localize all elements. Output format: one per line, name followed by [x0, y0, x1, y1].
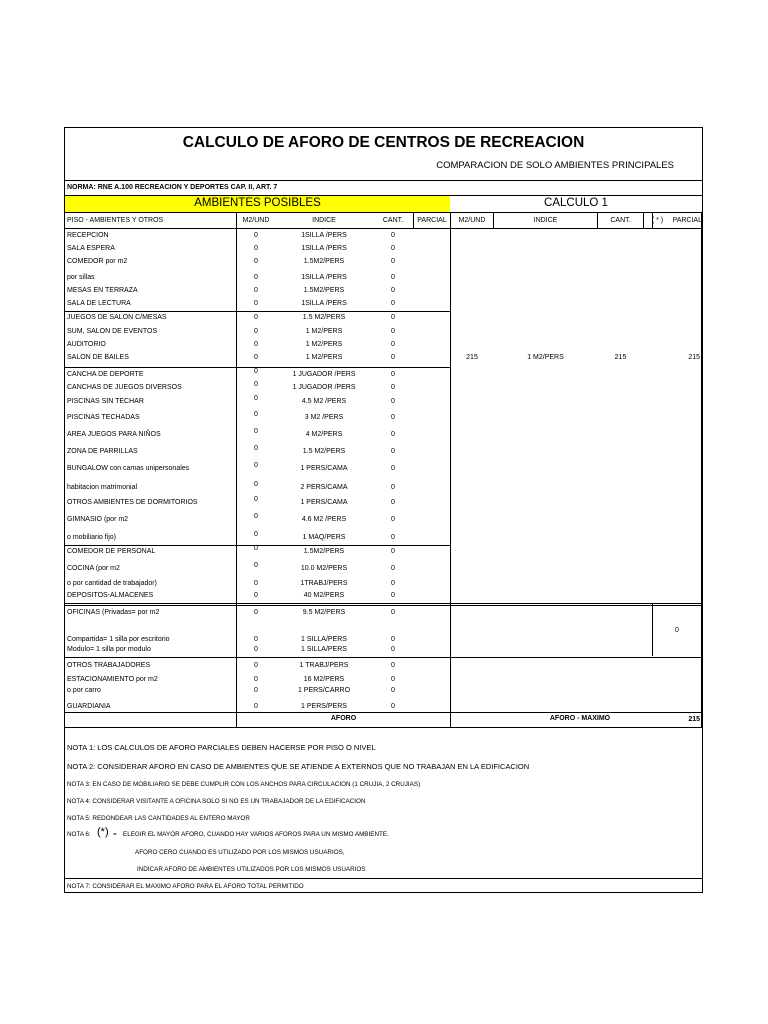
row-indice: 1TRABJ/PERS: [300, 580, 348, 587]
row-m2und: 0: [254, 445, 258, 452]
row-ambiente: CANCHA DE DEPORTE: [67, 371, 144, 378]
row-indice: 1 PERS/PERS: [301, 703, 347, 710]
row-m2und: 0: [254, 481, 258, 488]
row-m2und: 0: [254, 636, 258, 643]
col-cant-header: CANT.: [382, 217, 404, 224]
row-ambiente: Modulo= 1 silla por modulo: [67, 646, 151, 653]
note-1: NOTA 1: LOS CALCULOS DE AFORO PARCIALES DEBEN HACERSE POR PISO O NIVEL: [67, 743, 376, 752]
row-m2und: 0: [254, 513, 258, 520]
aforo-maximo-value: 215: [688, 716, 700, 723]
row-calc-m2und: 215: [466, 354, 478, 361]
page-title: CALCULO DE AFORO DE CENTROS DE RECREACION: [182, 134, 585, 151]
row-cant: 0: [391, 676, 395, 683]
calc-indice-header: INDICE: [533, 217, 558, 224]
row-cant: 0: [391, 534, 395, 541]
row-m2und: 0: [254, 646, 258, 653]
divider: [65, 180, 702, 181]
row-m2und: 0: [254, 328, 258, 335]
row-cant: 0: [391, 431, 395, 438]
row-ambiente: MESAS EN TERRAZA: [67, 287, 138, 294]
row-indice: 1SILLA /PERS: [301, 300, 347, 307]
row-cant: 0: [391, 258, 395, 265]
grid-line: [597, 212, 598, 228]
col-m2und-header: M2/UND: [242, 217, 270, 224]
row-cant: 0: [391, 314, 395, 321]
row-ambiente: OTROS TRABAJADORES: [67, 662, 151, 669]
note-2: NOTA 2: CONSIDERAR AFORO EN CASO DE AMBIENTES QUE SE ATIENDE A EXTERNOS QUE NO TRABAJAN EN LA EDIFICACION: [67, 762, 530, 771]
group-divider: [65, 727, 702, 728]
note-3: NOTA 3: EN CASO DE MOBILIARIO SE DEBE CUMPLIR CON LOS ANCHOS PARA CIRCULACION (1 CRUJIA, 2 CRUJIAS): [67, 781, 421, 788]
row-indice: 1.5M2/PERS: [303, 258, 345, 265]
note-5: NOTA 5: REDONDEAR LAS CANTIDADES AL ENTERO MAYOR: [67, 815, 250, 822]
note-6-equals: =: [113, 831, 117, 838]
row-indice: 1 JUGADOR /PERS: [292, 371, 356, 378]
row-cant: 0: [391, 232, 395, 239]
row-cant: 0: [391, 465, 395, 472]
row-m2und: 0: [254, 381, 258, 388]
row-indice: 10.0 M2/PERS: [300, 565, 348, 572]
row-m2und: 0: [254, 562, 258, 569]
row-m2und: 0: [254, 274, 258, 281]
note-7: NOTA 7: CONSIDERAR EL MAXIMO AFORO PARA EL AFORO TOTAL PERMITIDO: [67, 883, 304, 890]
row-m2und: 0: [254, 428, 258, 435]
calc-cant-header: CANT.: [610, 217, 631, 224]
row-ambiente: SUM, SALON DE EVENTOS: [67, 328, 158, 335]
row-m2und: 0: [254, 232, 258, 239]
row-ambiente: Compartida= 1 silla por escritorio: [67, 636, 170, 643]
row-m2und: 0: [254, 258, 258, 265]
row-cant: 0: [391, 580, 395, 587]
row-ambiente: RECEPCION: [67, 232, 109, 239]
row-indice: 16 M2/PERS: [303, 676, 345, 683]
row-indice: 2 PERS/CAMA: [300, 484, 348, 491]
row-ambiente: SALA DE LECTURA: [67, 300, 131, 307]
row-cant: 0: [391, 516, 395, 523]
note-6-text: ELEGIR EL MAYOR AFORO, CUANDO HAY VARIOS AFOROS PARA UN MISMO AMBIENTE.: [123, 831, 389, 838]
row-indice: 1 PERS/CARRO: [297, 687, 351, 694]
row-indice: 9.5 M2/PERS: [302, 609, 346, 616]
row-indice: 1 SILLA/PERS: [301, 646, 347, 653]
row-ambiente: PISCINAS TECHADAS: [67, 414, 140, 421]
row-indice: 1SILLA /PERS: [301, 232, 347, 239]
row-m2und: 0: [254, 287, 258, 294]
row-ambiente: ESTACIONAMIENTO por m2: [67, 676, 158, 683]
row-indice: 4.5 M2 /PERS: [301, 398, 347, 405]
grid-line: [413, 212, 414, 228]
oficinas-parcial-value: 0: [675, 627, 679, 634]
row-m2und: 0: [254, 341, 258, 348]
note-6-line-3: INDICAR AFORO DE AMBIENTES UTILIZADOS POR LOS MISMOS USUARIOS: [137, 866, 366, 873]
row-cant: 0: [391, 499, 395, 506]
group-divider: [65, 712, 702, 713]
row-m2und: 0: [254, 545, 258, 552]
row-m2und: 0: [254, 300, 258, 307]
row-indice: 1 TRABJ/PERS: [299, 662, 349, 669]
note-6-prefix: NOTA 6:: [67, 831, 91, 838]
row-indice: 1 M2/PERS: [305, 354, 343, 361]
row-indice: 4 M2/PERS: [305, 431, 343, 438]
row-cant: 0: [391, 287, 395, 294]
row-ambiente: habitacion matrimonial: [67, 484, 138, 491]
row-calc-parcial: 215: [688, 354, 700, 361]
norma-text: NORMA: RNE A.100 RECREACION Y DEPORTES CAP. II, ART. 7: [67, 184, 278, 191]
col-indice-header: INDICE: [312, 217, 336, 224]
row-indice: 40 M2/PERS: [303, 592, 345, 599]
row-indice: 1SILLA /PERS: [301, 274, 347, 281]
aforo-sheet: [64, 127, 703, 893]
row-cant: 0: [391, 448, 395, 455]
row-m2und: 0: [254, 462, 258, 469]
group-divider: [65, 603, 702, 604]
row-m2und: 0: [254, 314, 258, 321]
grid-line: [652, 212, 653, 228]
subtitle: COMPARACION DE SOLO AMBIENTES PRINCIPALES: [436, 160, 674, 171]
row-ambiente: o mobiliario fijo): [67, 534, 117, 541]
row-m2und: 0: [254, 703, 258, 710]
row-ambiente: o por cantidad de trabajador): [67, 580, 157, 587]
row-indice: 1.5M2/PERS: [303, 548, 345, 555]
row-indice: 1.5 M2/PERS: [302, 314, 346, 321]
row-indice: 4.6 M2 /PERS: [301, 516, 347, 523]
row-ambiente: BUNGALOW con camas unipersonales: [67, 465, 190, 472]
calc-m2und-header: M2/UND: [458, 217, 486, 224]
row-cant: 0: [391, 414, 395, 421]
row-m2und: 0: [254, 609, 258, 616]
row-ambiente: o por carro: [67, 687, 101, 694]
row-ambiente: SALON DE BAILES: [67, 354, 129, 361]
aforo-maximo-label: AFORO - MAXIMO: [549, 715, 611, 722]
row-indice: 1 SILLA/PERS: [301, 636, 347, 643]
row-indice: 1.5 M2/PERS: [302, 448, 346, 455]
row-cant: 0: [391, 384, 395, 391]
row-m2und: 0: [254, 531, 258, 538]
row-m2und: 0: [254, 395, 258, 402]
row-m2und: 0: [254, 676, 258, 683]
group-divider: [65, 657, 702, 658]
row-ambiente: COMEDOR por m2: [67, 258, 128, 265]
calculo-band-label: CALCULO 1: [544, 197, 608, 209]
row-m2und: 0: [254, 662, 258, 669]
grid-line: [701, 212, 702, 727]
row-ambiente: COMEDOR DE PERSONAL: [67, 548, 156, 555]
row-calc-indice: 1 M2/PERS: [527, 354, 564, 361]
row-cant: 0: [391, 274, 395, 281]
row-cant: 0: [391, 398, 395, 405]
row-cant: 0: [391, 636, 395, 643]
row-indice: 1 M2/PERS: [305, 341, 343, 348]
row-cant: 0: [391, 328, 395, 335]
row-indice: 3 M2 /PERS: [304, 414, 344, 421]
divider: [65, 878, 702, 879]
row-ambiente: COCINA (por m2: [67, 565, 120, 572]
row-indice: 1SILLA /PERS: [301, 245, 347, 252]
row-m2und: 0: [254, 354, 258, 361]
row-m2und: 0: [254, 687, 258, 694]
row-ambiente: SALA ESPERA: [67, 245, 115, 252]
note-6-line-2: AFORO CERO CUANDO ES UTILIZADO POR LOS MISMOS USUARIOS,: [135, 849, 345, 856]
row-cant: 0: [391, 687, 395, 694]
row-cant: 0: [391, 354, 395, 361]
row-cant: 0: [391, 609, 395, 616]
row-indice: 1 PERS/CAMA: [300, 465, 348, 472]
row-cant: 0: [391, 341, 395, 348]
row-cant: 0: [391, 592, 395, 599]
grid-line: [643, 212, 644, 228]
row-cant: 0: [391, 371, 395, 378]
row-cant: 0: [391, 484, 395, 491]
col-piso-header: PISO - AMBIENTES Y OTROS: [67, 217, 164, 224]
row-m2und: 0: [254, 411, 258, 418]
row-indice: 1 M2/PERS: [305, 328, 343, 335]
row-ambiente: OFICINAS (Privadas= por m2: [67, 609, 160, 616]
group-divider: [65, 605, 702, 606]
divider: [65, 212, 702, 213]
row-cant: 0: [391, 662, 395, 669]
grid-line: [450, 212, 451, 727]
row-indice: 1 JUGADOR /PERS: [292, 384, 356, 391]
note-4: NOTA 4: CONSIDERAR VISITANTE A OFICINA SOLO SI NO ES UN TRABAJADOR DE LA EDIFICACION: [67, 798, 366, 805]
row-ambiente: ZONA DE PARRILLAS: [67, 448, 138, 455]
calc-star-header: ( * ): [651, 217, 664, 224]
row-m2und: 0: [254, 592, 258, 599]
row-ambiente: AUDITORIO: [67, 341, 106, 348]
aforo-label: AFORO: [330, 715, 357, 722]
row-cant: 0: [391, 245, 395, 252]
row-indice: 1 MAQ/PERS: [302, 534, 346, 541]
row-indice: 1.5M2/PERS: [303, 287, 345, 294]
row-ambiente: GUARDIANIA: [67, 703, 111, 710]
row-cant: 0: [391, 565, 395, 572]
row-ambiente: DEPOSITOS-ALMACENES: [67, 592, 154, 599]
row-cant: 0: [391, 548, 395, 555]
col-parcial-header: PARCIAL: [417, 217, 447, 224]
calc-parcial-header: PARCIAL: [672, 217, 702, 224]
row-m2und: 0: [254, 368, 258, 375]
row-ambiente: JUEGOS DE SALON C/MESAS: [67, 314, 167, 321]
row-m2und: 0: [254, 580, 258, 587]
group-divider: [65, 311, 450, 312]
grid-line: [493, 212, 494, 228]
note-6-star: (*): [97, 826, 109, 838]
row-calc-cant: 215: [614, 354, 627, 361]
ambientes-band-label: AMBIENTES POSIBLES: [194, 197, 321, 209]
row-ambiente: PISCINAS SIN TECHAR: [67, 398, 144, 405]
row-ambiente: CANCHAS DE JUEGOS DIVERSOS: [67, 384, 182, 391]
row-ambiente: OTROS AMBIENTES DE DORMITORIOS: [67, 499, 198, 506]
row-m2und: 0: [254, 496, 258, 503]
row-ambiente: AREA JUEGOS PARA NIÑOS: [67, 431, 161, 438]
row-indice: 1 PERS/CAMA: [300, 499, 348, 506]
divider: [65, 228, 702, 229]
row-cant: 0: [391, 703, 395, 710]
row-ambiente: GIMNASIO (por m2: [67, 516, 129, 523]
row-cant: 0: [391, 646, 395, 653]
row-m2und: 0: [254, 245, 258, 252]
row-ambiente: por sillas: [67, 274, 95, 281]
row-cant: 0: [391, 300, 395, 307]
